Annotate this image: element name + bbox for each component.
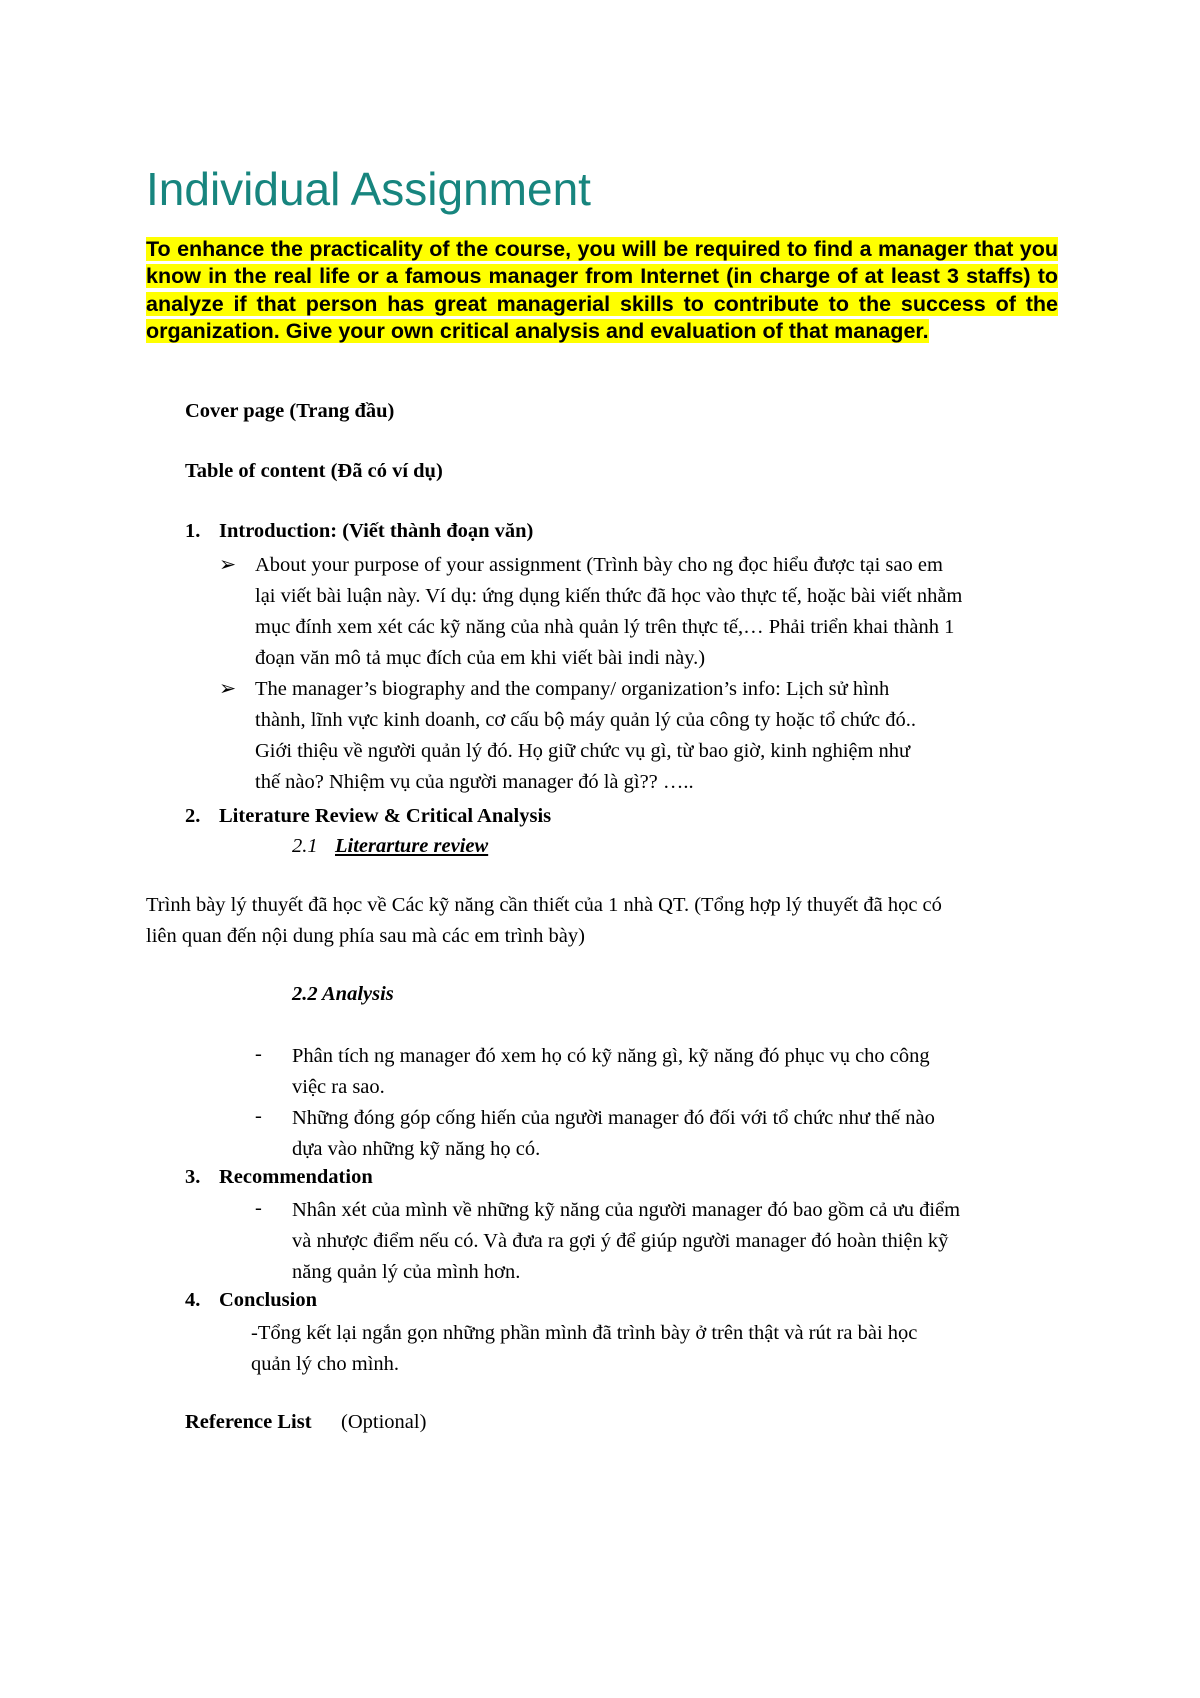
reference-list-heading: Reference List — [185, 1411, 312, 1433]
text-line: đoạn văn mô tả mục đích của em khi viết bài indi này.) — [255, 647, 706, 669]
recommendation-bullet — [292, 1195, 960, 1288]
text-line: About your purpose of your assignment (Trình bày cho ng đọc hiểu được tại sao em — [255, 554, 943, 576]
bullet-dash: - — [255, 1105, 262, 1127]
subsection-2-1-title: Literarture review — [335, 835, 489, 857]
section-4-number: 4. — [185, 1289, 201, 1311]
cover-page-heading: Cover page (Trang đầu) — [185, 400, 395, 422]
section-1-number: 1. — [185, 520, 201, 542]
bullet-dash: - — [255, 1197, 262, 1219]
text-line: Phân tích ng manager đó xem họ có kỹ năng gì, kỹ năng đó phục vụ cho công — [292, 1045, 930, 1067]
text-line: Nhân xét của mình về những kỹ năng của người manager đó bao gồm cả ưu điểm — [292, 1199, 961, 1221]
text-line: năng quản lý của mình hơn. — [292, 1261, 521, 1283]
text-line: thế nào? Nhiệm vụ của người manager đó là gì?? ….. — [255, 771, 694, 793]
text-line: việc ra sao. — [292, 1076, 385, 1098]
intro-bullet-biography — [255, 674, 916, 798]
subsection-2-1-number: 2.1 — [292, 835, 318, 857]
text-line: -Tổng kết lại ngắn gọn những phần mình đã trình bày ở trên thật và rút ra bài học — [251, 1322, 918, 1344]
analysis-bullet-contributions — [292, 1103, 935, 1165]
text-line: lại viết bài luận này. Ví dụ: ứng dụng kiến thức đã học vào thực tế, hoặc bài viết nhằm — [255, 585, 963, 607]
text-line: quản lý cho mình. — [251, 1353, 400, 1375]
analysis-bullet-skills — [292, 1041, 930, 1103]
highlighted-instructions: To enhance the practicality of the course, you will be required to find a manager that you know in the real life or a famous manager from Internet (in charge of at least 3 staffs) to analyze if that person has great managerial skills to contribute to the success of the organization. Give your own critical analysis and evaluation of that manager. — [146, 237, 1058, 343]
conclusion-text — [251, 1318, 917, 1380]
literature-review-description — [146, 890, 942, 952]
text-line: Những đóng góp cống hiến của người manager đó đối với tổ chức như thế nào — [292, 1107, 935, 1129]
text-line: thành, lĩnh vực kinh doanh, cơ cấu bộ máy quản lý của công ty hoặc tổ chức đó.. — [255, 709, 916, 731]
text-line: The manager’s biography and the company/ organization’s info: Lịch sử hình — [255, 678, 890, 700]
table-of-content-heading: Table of content (Đã có ví dụ) — [185, 460, 443, 482]
text-line: liên quan đến nội dung phía sau mà các em trình bày) — [146, 925, 585, 947]
bullet-dash: - — [255, 1043, 262, 1065]
bullet-arrow-icon: ➢ — [219, 678, 237, 700]
section-4-heading: Conclusion — [219, 1289, 317, 1311]
intro-bullet-purpose — [255, 550, 962, 674]
document-title: Individual Assignment — [146, 163, 591, 215]
section-3-heading: Recommendation — [219, 1166, 373, 1188]
text-line: mục đính xem xét các kỹ năng của nhà quản lý trên thực tế,… Phải triển khai thành 1 — [255, 616, 955, 638]
bullet-arrow-icon: ➢ — [219, 554, 237, 576]
text-line: Giới thiệu về người quản lý đó. Họ giữ chức vụ gì, từ bao giờ, kinh nghiệm như — [255, 740, 911, 762]
text-line: và nhược điểm nếu có. Và đưa ra gợi ý để giúp người manager đó hoàn thiện kỹ — [292, 1230, 949, 1252]
section-2-heading: Literature Review & Critical Analysis — [219, 805, 552, 827]
reference-list-note: (Optional) — [341, 1411, 427, 1433]
text-line: dựa vào những kỹ năng họ có. — [292, 1138, 541, 1160]
assignment-instructions — [146, 236, 1058, 345]
section-1-heading: Introduction: (Viết thành đoạn văn) — [219, 520, 534, 542]
section-2-number: 2. — [185, 805, 201, 827]
subsection-2-2-title: 2.2 Analysis — [292, 983, 394, 1005]
text-line: Trình bày lý thuyết đã học về Các kỹ năng cần thiết của 1 nhà QT. (Tổng hợp lý thuyết đã học có — [146, 894, 942, 916]
section-3-number: 3. — [185, 1166, 201, 1188]
